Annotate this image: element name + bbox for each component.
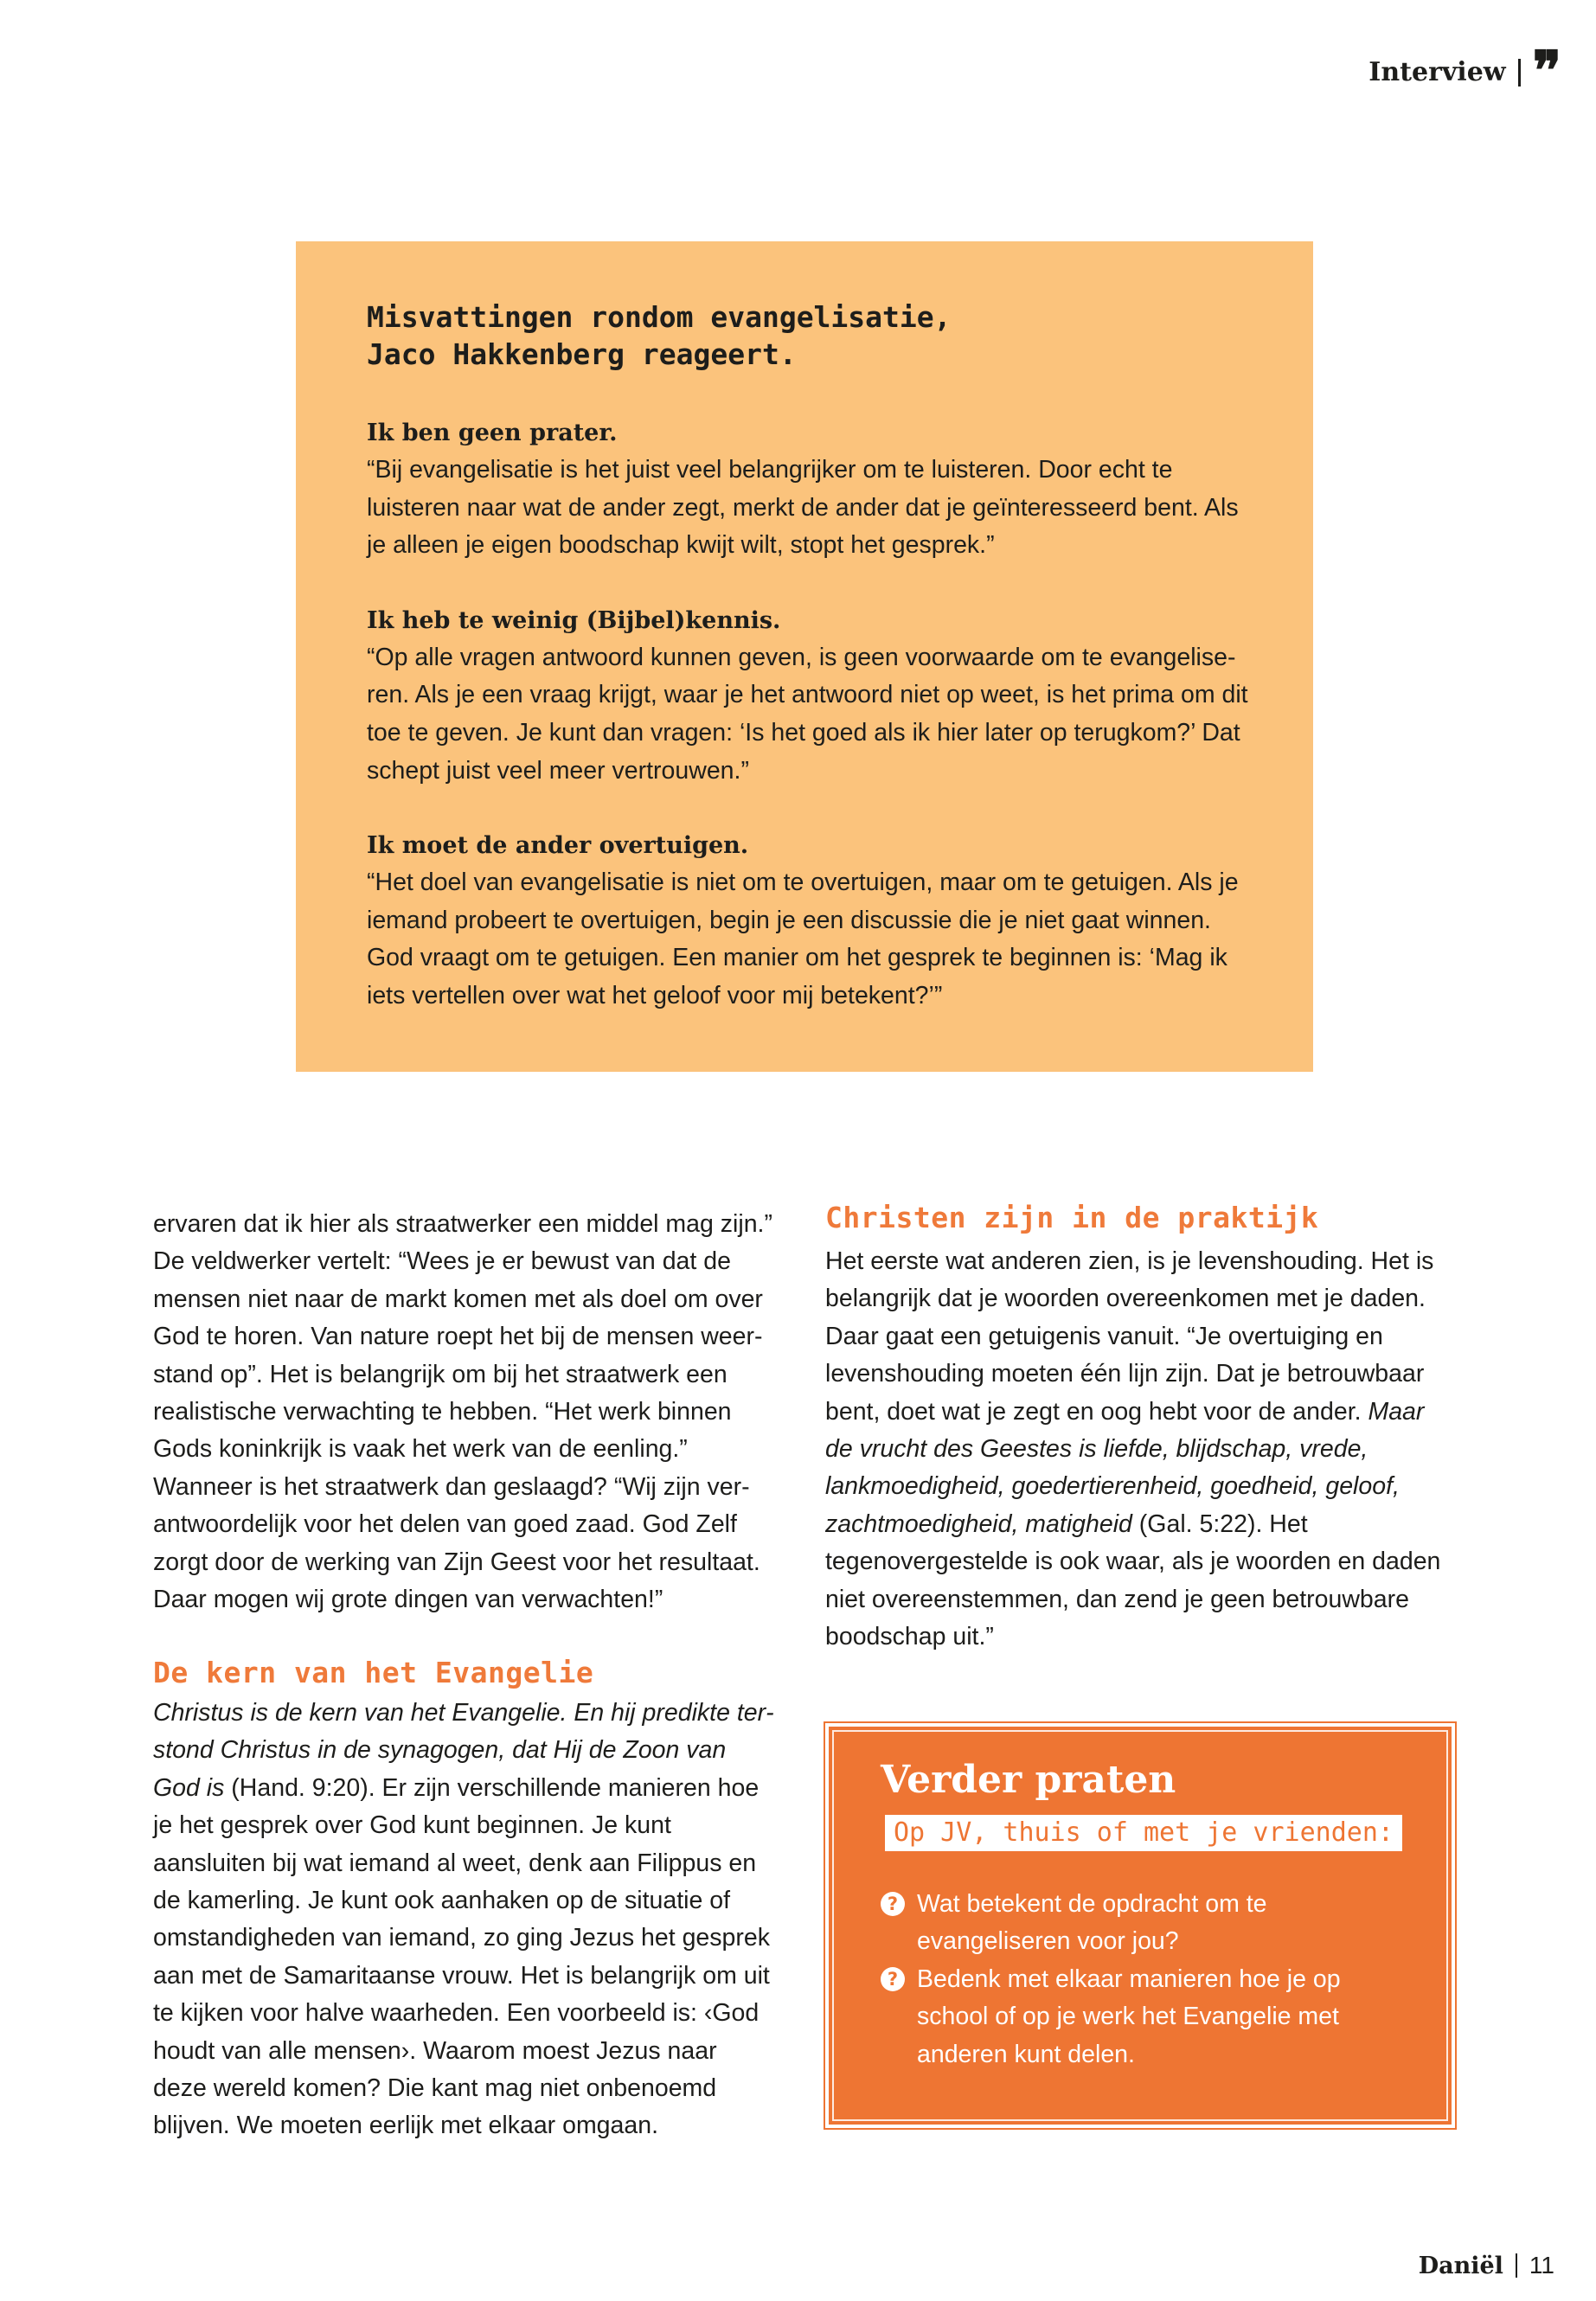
question-icon: ? — [881, 1892, 905, 1916]
page-header — [1368, 38, 1558, 102]
page-footer — [1419, 2252, 1554, 2279]
box-title-line: Misvattingen rondom evangelisatie, — [367, 300, 952, 334]
page-number: 11 — [1529, 2252, 1554, 2279]
discussion-title: Verder praten — [881, 1758, 1176, 1802]
bible-quote: Maar de vrucht des Geestes is liefde, blijdschap, vrede, lankmoedigheid, goedertierenheid, goedheid, geloof, zachtmoedigheid, matigheid — [825, 1397, 1425, 1538]
misconception-title: Ik ben geen prater. — [367, 420, 618, 446]
question-icon: ? — [881, 1967, 905, 1991]
body-paragraph: ervaren dat ik hier als straatwerker een middel mag zijn.” De veldwerker vertelt: “Wees je er bewust van dat de mensen niet naar de markt komen met als doel om over God te horen. Van nature roept het bij de mensen weerstand op”. Het is belangrijk om bij het straatwerk een realistische verwachting te hebben. “Het werk binnen Gods koninkrijk is vaak het werk van de eenling.” Wanneer is het straatwerk dan geslaagd? “Wij zijn verantwoordelijk voor het delen van goed zaad. God Zelf zorgt door de werking van Zijn Geest voor het resultaat. Daar mogen wij grote dingen van verwachten!” — [153, 1210, 772, 1614]
misconception-item — [367, 827, 1249, 1015]
left-column — [153, 1206, 776, 1618]
misconception-text: “Op alle vragen antwoord kunnen geven, is geen voorwaarde om te evangeliseren. Als je een vraag krijgt, waar je het antwoord niet op weet, is het prima om dit toe te geven. Je kunt dan vragen: ‘Is het goed als ik hier later op terugkom?’ Dat schept juist veel meer vertrouwen.” — [367, 643, 1248, 785]
discussion-subtitle: Op JV, thuis of met je vrienden: — [885, 1815, 1402, 1851]
box-title-line: Jaco Hakkenberg reageert. — [367, 337, 797, 371]
misconception-item — [367, 414, 1249, 565]
discussion-box — [829, 1727, 1452, 2125]
question-text: Wat betekent de opdracht om te evangeliseren voor jou? — [917, 1890, 1267, 1956]
section-label: Interview — [1368, 57, 1506, 87]
quote-mark-icon: ❞ — [1532, 38, 1558, 102]
body-paragraph — [825, 1243, 1448, 1656]
body-paragraph — [153, 1695, 776, 2145]
misconceptions-box — [296, 241, 1313, 1072]
section-heading: De kern van het Evangelie — [153, 1656, 594, 1689]
question-list — [881, 1886, 1400, 2073]
misconception-title: Ik heb te weinig (Bijbel)kennis. — [367, 606, 781, 634]
header-divider — [1518, 59, 1521, 87]
magazine-name: Daniël — [1418, 2252, 1503, 2279]
section-praktijk — [825, 1201, 1448, 1656]
body-text: (Hand. 9:20). Er zijn verschillende manieren hoe je het gesprek over God kunt beginnen. Je kunt aansluiten bij wat iemand al weet, denk aan Filippus en de kamerling. Je kunt ook aanhaken op de situatie of omstandigheden van iemand, zo ging Jezus het gesprek aan met de Samaritaanse vrouw. Het is belangrijk om uit te kijken voor halve waarheden. Een voorbeeld is: ‹God houdt van alle mensen›. Waarom moest Jezus naar deze wereld komen? Die kant mag niet onbenoemd blijven. We moeten eerlijk met elkaar omgaan. — [153, 1773, 770, 2140]
body-text: Het eerste wat anderen zien, is je levenshouding. Het is belangrijk dat je woorden overeenkomen met je daden. Daar gaat een getuigenis vanuit. “Je overtuiging en levenshouding moeten één lijn zijn. Dat je betrouwbaar bent, doet wat je zegt en oog hebt voor de ander. — [825, 1247, 1434, 1426]
footer-divider — [1516, 2253, 1517, 2278]
body-text: (Gal. 5:22). Het tegenovergestelde is ook waar, als je woorden en daden niet overeenstemmen, dan zend je geen betrouwbare boodschap uit.” — [825, 1509, 1441, 1651]
question-item — [881, 1886, 1400, 1961]
misconception-title: Ik moet de ander overtuigen. — [367, 832, 749, 860]
question-item — [881, 1961, 1400, 2073]
section-kern — [153, 1657, 776, 2145]
misconception-text: “Bij evangelisatie is het juist veel belangrijker om te luisteren. Door echt te luisteren naar wat de ander zegt, merkt de ander dat je geïnteresseerd bent. Als je alleen je eigen boodschap kwijt wilt, stopt het gesprek.” — [367, 456, 1239, 560]
section-heading: Christen zijn in de praktijk — [825, 1201, 1319, 1234]
bible-quote: Christus is de kern van het Evangelie. En hij predikte terstond Christus in de synagogen, dat Hij de Zoon van God is — [153, 1699, 774, 1802]
box-title — [367, 298, 1249, 373]
question-text: Bedenk met elkaar manieren hoe je op school of op je werk het Evangelie met anderen kunt delen. — [917, 1965, 1341, 2068]
misconception-text: “Het doel van evangelisatie is niet om te overtuigen, maar om te getuigen. Als je iemand probeert te overtuigen, begin je een discussie die je niet gaat winnen. God vraagt om te getuigen. Een manier om het gesprek te beginnen is: ‘Mag ik iets vertellen over wat het geloof voor mij betekent?’” — [367, 868, 1239, 1009]
misconception-item — [367, 602, 1249, 790]
